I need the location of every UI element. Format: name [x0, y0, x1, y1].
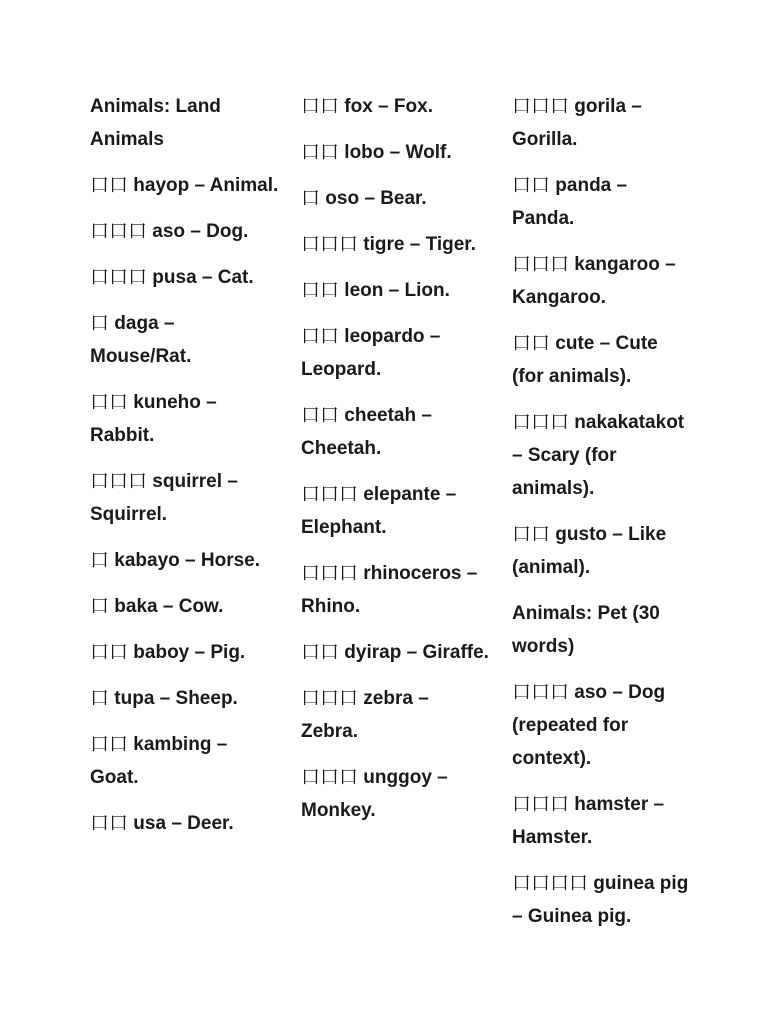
- vocab-entry: [512, 406, 690, 505]
- vocab-entry: [301, 478, 491, 544]
- missing-glyph-characters: 口口: [512, 174, 551, 196]
- vocab-entry: [512, 90, 690, 156]
- entry-text: Animals: Land Animals: [90, 96, 221, 150]
- vocab-entry: [90, 465, 280, 531]
- missing-glyph-characters: 口: [90, 312, 110, 334]
- missing-glyph-characters: 口口口: [90, 220, 148, 242]
- missing-glyph-characters: 口: [90, 595, 110, 617]
- entry-text: baka – Cow.: [109, 596, 224, 617]
- vocab-entry: [90, 728, 280, 794]
- missing-glyph-characters: 口口口: [301, 233, 359, 255]
- section-heading: [512, 597, 690, 663]
- vocab-entry: [301, 228, 491, 261]
- missing-glyph-characters: 口口: [90, 812, 129, 834]
- entry-text: leopardo – Leopard.: [301, 326, 441, 380]
- entry-text: leon – Lion.: [339, 280, 450, 301]
- missing-glyph-characters: 口口口: [301, 766, 359, 788]
- vocab-entry: [301, 274, 491, 307]
- entry-text: aso – Dog.: [147, 221, 249, 242]
- entry-text: tigre – Tiger.: [358, 234, 476, 255]
- entry-text: rhinoceros – Rhino.: [301, 563, 478, 617]
- vocab-entry: [512, 518, 690, 584]
- entry-text: cheetah – Cheetah.: [301, 405, 432, 459]
- column-2: [301, 90, 491, 840]
- missing-glyph-characters: 口口: [301, 404, 340, 426]
- vocab-entry: [90, 386, 280, 452]
- entry-text: guinea pig – Guinea pig.: [512, 873, 689, 927]
- vocab-entry: [90, 807, 280, 840]
- vocab-entry: [301, 90, 491, 123]
- vocab-entry: [301, 320, 491, 386]
- entry-text: panda – Panda.: [512, 175, 628, 229]
- vocab-entry: [90, 636, 280, 669]
- missing-glyph-characters: 口口: [301, 141, 340, 163]
- vocab-entry: [512, 327, 690, 393]
- entry-text: baboy – Pig.: [128, 642, 246, 663]
- entry-text: daga – Mouse/Rat.: [90, 313, 192, 367]
- vocab-entry: [90, 215, 280, 248]
- vocab-entry: [512, 676, 690, 775]
- missing-glyph-characters: 口口口: [512, 681, 570, 703]
- vocab-entry: [301, 682, 491, 748]
- vocab-entry: [512, 169, 690, 235]
- entry-text: kangaroo – Kangaroo.: [512, 254, 676, 308]
- vocab-entry: [512, 788, 690, 854]
- entry-text: dyirap – Giraffe.: [339, 642, 489, 663]
- missing-glyph-characters: 口口: [512, 332, 551, 354]
- vocab-entry: [90, 169, 280, 202]
- missing-glyph-characters: 口口: [90, 174, 129, 196]
- entry-text: hayop – Animal.: [128, 175, 279, 196]
- entry-text: gorila – Gorilla.: [512, 96, 642, 150]
- missing-glyph-characters: 口口: [90, 391, 129, 413]
- missing-glyph-characters: 口口: [90, 641, 129, 663]
- entry-text: gusto – Like (animal).: [512, 524, 667, 578]
- entry-text: Animals: Pet (30 words): [512, 603, 660, 657]
- vocab-entry: [90, 261, 280, 294]
- vocab-entry: [90, 590, 280, 623]
- column-3: [512, 90, 690, 946]
- entry-text: oso – Bear.: [320, 188, 427, 209]
- missing-glyph-characters: 口口口: [301, 687, 359, 709]
- missing-glyph-characters: 口口: [301, 95, 340, 117]
- missing-glyph-characters: 口口口口: [512, 872, 589, 894]
- entry-text: cute – Cute (for animals).: [512, 333, 658, 387]
- missing-glyph-characters: 口口口: [90, 266, 148, 288]
- entry-text: usa – Deer.: [128, 813, 234, 834]
- column-1: [90, 90, 280, 853]
- vocab-entry: [301, 399, 491, 465]
- vocab-entry: [512, 248, 690, 314]
- entry-text: pusa – Cat.: [147, 267, 254, 288]
- entry-text: zebra – Zebra.: [301, 688, 429, 742]
- entry-text: kuneho – Rabbit.: [90, 392, 217, 446]
- vocab-entry: [301, 761, 491, 827]
- entry-text: kabayo – Horse.: [109, 550, 261, 571]
- missing-glyph-characters: 口口: [301, 279, 340, 301]
- entry-text: fox – Fox.: [339, 96, 433, 117]
- missing-glyph-characters: 口口口: [301, 483, 359, 505]
- vocab-entry: [301, 136, 491, 169]
- vocab-entry: [512, 867, 690, 933]
- entry-text: unggoy – Monkey.: [301, 767, 448, 821]
- section-heading: [90, 90, 280, 156]
- missing-glyph-characters: 口口口: [90, 470, 148, 492]
- entry-text: kambing – Goat.: [90, 734, 228, 788]
- vocab-entry: [301, 636, 491, 669]
- vocab-entry: [301, 557, 491, 623]
- vocab-entry: [301, 182, 491, 215]
- entry-text: elepante – Elephant.: [301, 484, 457, 538]
- missing-glyph-characters: 口: [301, 187, 321, 209]
- missing-glyph-characters: 口口口: [512, 793, 570, 815]
- missing-glyph-characters: 口口口: [512, 253, 570, 275]
- missing-glyph-characters: 口口口: [512, 411, 570, 433]
- vocab-entry: [90, 307, 280, 373]
- missing-glyph-characters: 口口: [512, 523, 551, 545]
- missing-glyph-characters: 口口: [90, 733, 129, 755]
- entry-text: lobo – Wolf.: [339, 142, 452, 163]
- vocab-entry: [90, 544, 280, 577]
- entry-text: tupa – Sheep.: [109, 688, 238, 709]
- entry-text: hamster – Hamster.: [512, 794, 665, 848]
- missing-glyph-characters: 口口: [301, 641, 340, 663]
- missing-glyph-characters: 口: [90, 687, 110, 709]
- missing-glyph-characters: 口口口: [512, 95, 570, 117]
- missing-glyph-characters: 口: [90, 549, 110, 571]
- missing-glyph-characters: 口口: [301, 325, 340, 347]
- missing-glyph-characters: 口口口: [301, 562, 359, 584]
- entry-text: squirrel – Squirrel.: [90, 471, 238, 525]
- vocab-entry: [90, 682, 280, 715]
- entry-text: nakakatakot – Scary (for animals).: [512, 412, 685, 499]
- entry-text: aso – Dog (repeated for context).: [512, 682, 666, 769]
